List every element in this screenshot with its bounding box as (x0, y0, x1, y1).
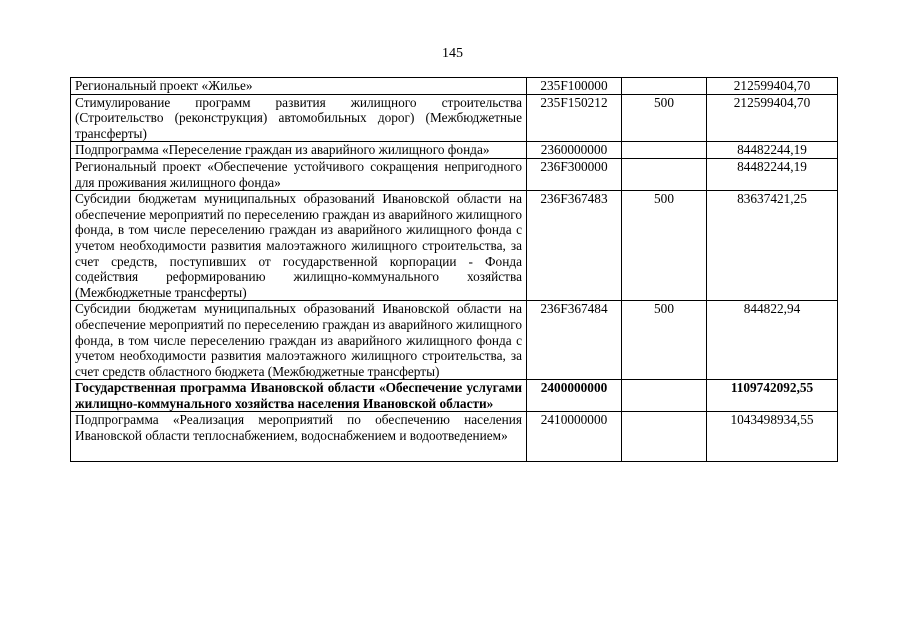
table-row (71, 94, 838, 142)
row-expense-type (622, 380, 707, 412)
row-name-cell (71, 78, 527, 95)
row-expense-type: 500 (622, 301, 707, 380)
row-sum: 84482244,19 (707, 158, 838, 190)
row-sum: 1043498934,55 (707, 412, 838, 462)
row-name-cell (71, 142, 527, 159)
table-row (71, 301, 838, 380)
row-name-cell (71, 301, 527, 380)
table-row (71, 380, 838, 412)
row-code: 235F100000 (527, 78, 622, 95)
table-row (71, 78, 838, 95)
row-expense-type (622, 158, 707, 190)
row-name: Региональный проект «Обеспечение устойчивого сокращения непригодного для проживания жилищного фонда» (75, 158, 522, 190)
row-name: Стимулирование программ развития жилищного строительства (Строительство (реконструкция) автомобильных дорог) (Межбюджетные трансферты) (75, 94, 522, 141)
row-code: 235F150212 (527, 94, 622, 142)
row-expense-type (622, 142, 707, 159)
table-row (71, 412, 838, 462)
row-name-cell (71, 191, 527, 301)
row-code: 2360000000 (527, 142, 622, 159)
row-sum: 212599404,70 (707, 78, 838, 95)
budget-table (70, 77, 838, 462)
table-row (71, 158, 838, 190)
row-name: Региональный проект «Жилье» (75, 78, 253, 93)
row-expense-type (622, 412, 707, 462)
row-code: 2400000000 (527, 380, 622, 412)
row-name: Субсидии бюджетам муниципальных образований Ивановской области на обеспечение мероприятий по переселению граждан из аварийного жилищного фонда, в том числе переселению граждан из аварийного жилищного фонда с учетом необходимости развития малоэтажного жилищного строительства, за счет средств, поступивших от государственной корпорации - Фонда содействия реформированию жилищно-коммунального хозяйства (Межбюджетные трансферты) (75, 191, 522, 300)
row-expense-type (622, 78, 707, 95)
row-name: Подпрограмма «Переселение граждан из аварийного жилищного фонда» (75, 142, 490, 158)
row-code: 2410000000 (527, 412, 622, 462)
row-sum: 1109742092,55 (707, 380, 838, 412)
row-code: 236F300000 (527, 158, 622, 190)
page-number: 145 (442, 46, 463, 61)
row-name: Субсидии бюджетам муниципальных образований Ивановской области на обеспечение мероприятий по переселению граждан из аварийного жилищного фонда, в том числе переселению граждан из аварийного жилищного фонда с учетом необходимости развития малоэтажного жилищного строительства, за счет средств областного бюджета (Межбюджетные трансферты) (75, 301, 522, 379)
row-code: 236F367484 (527, 301, 622, 380)
table-row (71, 191, 838, 301)
row-code: 236F367483 (527, 191, 622, 301)
row-name-cell (71, 412, 527, 462)
row-name: Подпрограмма «Реализация мероприятий по обеспечению населения Ивановской области теплоснабжением, водоснабжением и водоотведением» (75, 412, 522, 444)
row-sum: 84482244,19 (707, 142, 838, 159)
row-sum: 83637421,25 (707, 191, 838, 301)
row-name-cell (71, 94, 527, 142)
row-name: Государственная программа Ивановской области «Обеспечение услугами жилищно-коммунального хозяйства населения Ивановской области» (75, 380, 522, 411)
row-sum: 212599404,70 (707, 94, 838, 142)
row-sum: 844822,94 (707, 301, 838, 380)
row-name-cell (71, 158, 527, 190)
row-expense-type: 500 (622, 94, 707, 142)
row-expense-type: 500 (622, 191, 707, 301)
row-name-cell (71, 380, 527, 412)
table-row (71, 142, 838, 159)
